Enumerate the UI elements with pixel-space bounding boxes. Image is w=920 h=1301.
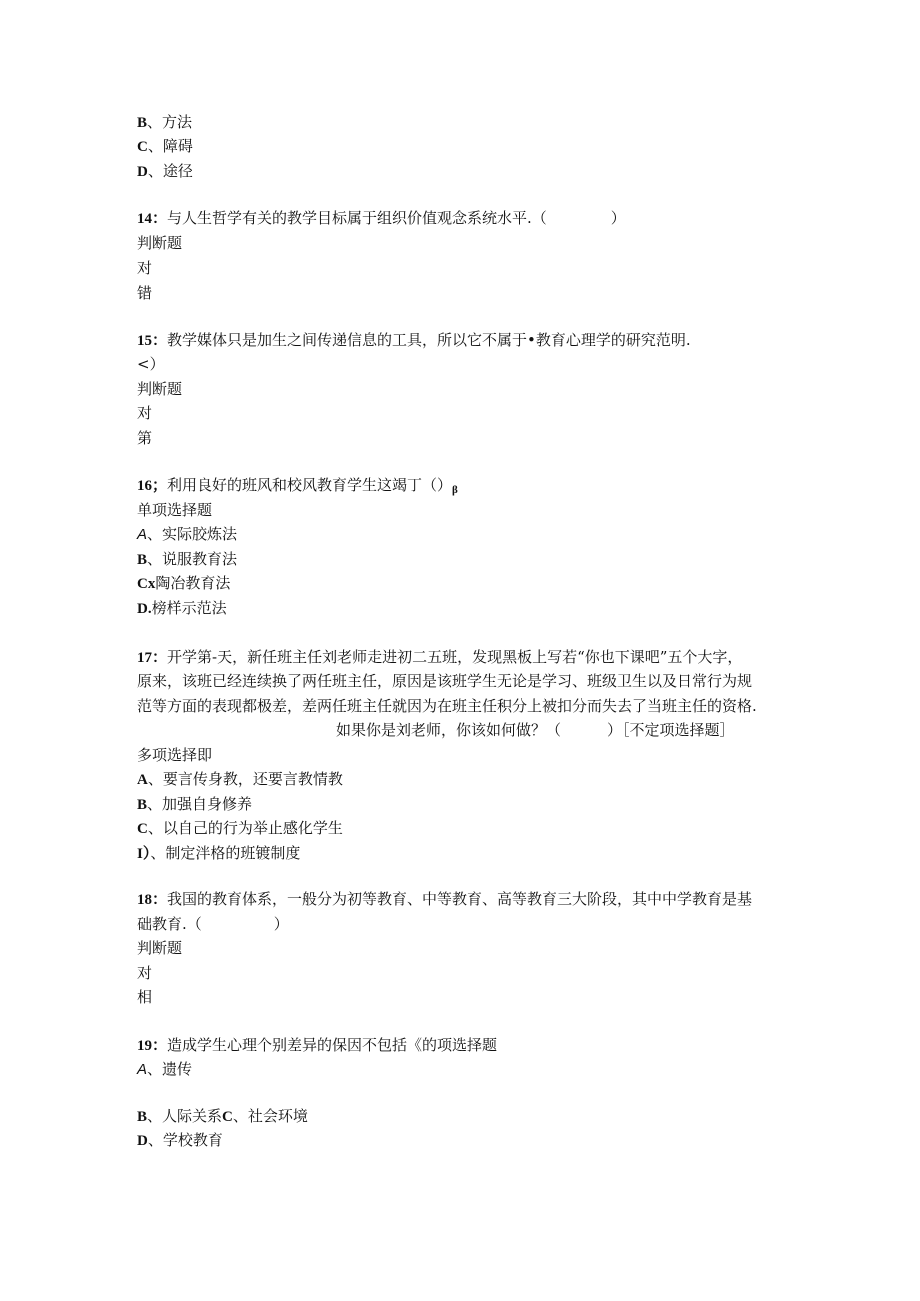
q17-stem-line4 <box>336 720 735 740</box>
q19-option-a <box>137 1059 192 1079</box>
q17-stem-line1 <box>137 647 742 667</box>
q17-option-b <box>137 794 252 814</box>
option-text: 、加强自身修养 <box>147 795 253 813</box>
q15-type: 判断题 <box>137 380 183 398</box>
q18-type: 判断题 <box>137 939 183 957</box>
q13-option-b <box>137 112 192 132</box>
question-number: 19 <box>137 1038 152 1054</box>
q13-option-d <box>137 161 193 181</box>
answer-bracket-close: ） <box>610 209 626 227</box>
question-number: 16 <box>137 478 152 494</box>
option-letter: C <box>137 139 148 155</box>
option-letter: A <box>137 1061 148 1078</box>
option-letter: D <box>137 164 148 180</box>
option-text: 、社会环境 <box>232 1107 308 1125</box>
question-separator: ： <box>152 333 168 349</box>
question-separator: ： <box>152 1038 168 1054</box>
question-text: 造成学生心理个别差异的保因不包括《的项选择题 <box>167 1036 498 1054</box>
q15-stem-bracket: <） <box>137 355 165 373</box>
option-text: 、障碍 <box>147 137 193 155</box>
q13-option-c <box>137 136 193 156</box>
option-letter: I） <box>137 846 151 862</box>
option-text: 、制定泮格的班镀制度 <box>150 844 301 862</box>
q17-type: 多项选择即 <box>137 746 213 764</box>
q18-option-true: 对 <box>137 964 153 982</box>
option-text: 、方法 <box>147 113 193 131</box>
question-text-tail: ）［不定项选择题］ <box>607 721 735 739</box>
option-letter: D. <box>137 601 152 617</box>
option-letter: D <box>137 1133 148 1149</box>
option-letter: Cx <box>137 576 156 592</box>
question-separator: ： <box>152 211 168 227</box>
option-text: 、要言传身教，还要言教情教 <box>147 770 343 788</box>
option-text: 、实际胶炼法 <box>147 525 238 543</box>
option-letter: A <box>137 772 148 788</box>
q18-stem-line2 <box>137 914 289 934</box>
option-text: 、说服教育法 <box>147 550 238 568</box>
option-letter: B <box>137 797 148 813</box>
stray-mark: β <box>452 484 458 496</box>
question-text: 利用良好的班风和校风教育学生这竭丁（） <box>167 476 453 494</box>
question-separator: ： <box>152 892 168 908</box>
option-letter: B <box>137 1109 148 1125</box>
q17-stem-line3: 范等方面的表现都极差，差两任班主任就因为在班主任积分上被扣分而失去了当班主任的资格. <box>137 697 757 715</box>
q14-option-false: 错 <box>137 284 153 302</box>
q17-stem-line2: 原来，该班已经连续换了两任班主任，原因是该班学生无论是学习、班级卫生以及日常行为规 <box>137 672 753 690</box>
question-number: 17 <box>137 650 152 666</box>
q19-stem <box>137 1035 497 1055</box>
option-letter: A <box>137 526 148 543</box>
option-text: 陶冶教育法 <box>155 574 231 592</box>
question-separator: ： <box>152 650 168 666</box>
option-letter: B <box>137 115 148 131</box>
q15-option-false: 第 <box>137 429 153 447</box>
question-number: 18 <box>137 892 152 908</box>
option-text: 、途径 <box>147 162 193 180</box>
q15-stem <box>137 330 691 350</box>
question-text: 与人生哲学有关的教学目标属于组织价值观念系统水平.（ <box>167 209 547 227</box>
q17-option-a <box>137 769 343 789</box>
q17-option-c <box>137 818 343 838</box>
q16-option-b <box>137 549 237 569</box>
q14-option-true: 对 <box>137 259 153 277</box>
q16-type: 单项选择题 <box>137 501 213 519</box>
question-number: 15 <box>137 333 152 349</box>
option-letter: B <box>137 552 148 568</box>
question-text: 我国的教育体系，一般分为初等教育、中等教育、高等教育三大阶段，其中中学教育是基 <box>167 890 753 908</box>
option-text: 、以自己的行为举止感化学生 <box>147 819 343 837</box>
q16-option-c <box>137 573 230 593</box>
answer-bracket-close: ） <box>273 915 289 933</box>
question-text: 教学媒体只是加生之间传递信息的工具，所以它不属于•教育心理学的研究范明. <box>167 331 691 349</box>
q14-stem <box>137 208 626 228</box>
q14-type: 判断题 <box>137 234 183 252</box>
option-letter: C <box>222 1109 233 1125</box>
option-text: 榜样示范法 <box>151 599 227 617</box>
q16-option-a <box>137 524 237 544</box>
question-text: 开学第-天，新任班主任刘老师走进初二五班，发现黑板上写若“你也下课吧”五个大字， <box>167 648 743 666</box>
q17-option-d <box>137 843 300 863</box>
q16-option-d <box>137 598 227 618</box>
q18-stem-line1 <box>137 889 752 909</box>
option-letter: C <box>137 821 148 837</box>
q15-option-true: 对 <box>137 404 153 422</box>
question-text: 如果你是刘老师，你该如何做？（ <box>336 721 562 739</box>
question-separator: ； <box>152 478 168 494</box>
question-text: 础教育.（ <box>137 915 202 933</box>
q19-option-b-c <box>137 1106 308 1126</box>
q19-option-d <box>137 1130 223 1150</box>
question-number: 14 <box>137 211 152 227</box>
option-text: 、遗传 <box>147 1060 193 1078</box>
option-text: 、人际关系 <box>147 1107 223 1125</box>
q18-option-false: 相 <box>137 988 153 1006</box>
option-text: 、学校教育 <box>147 1131 223 1149</box>
q16-stem <box>137 475 458 495</box>
